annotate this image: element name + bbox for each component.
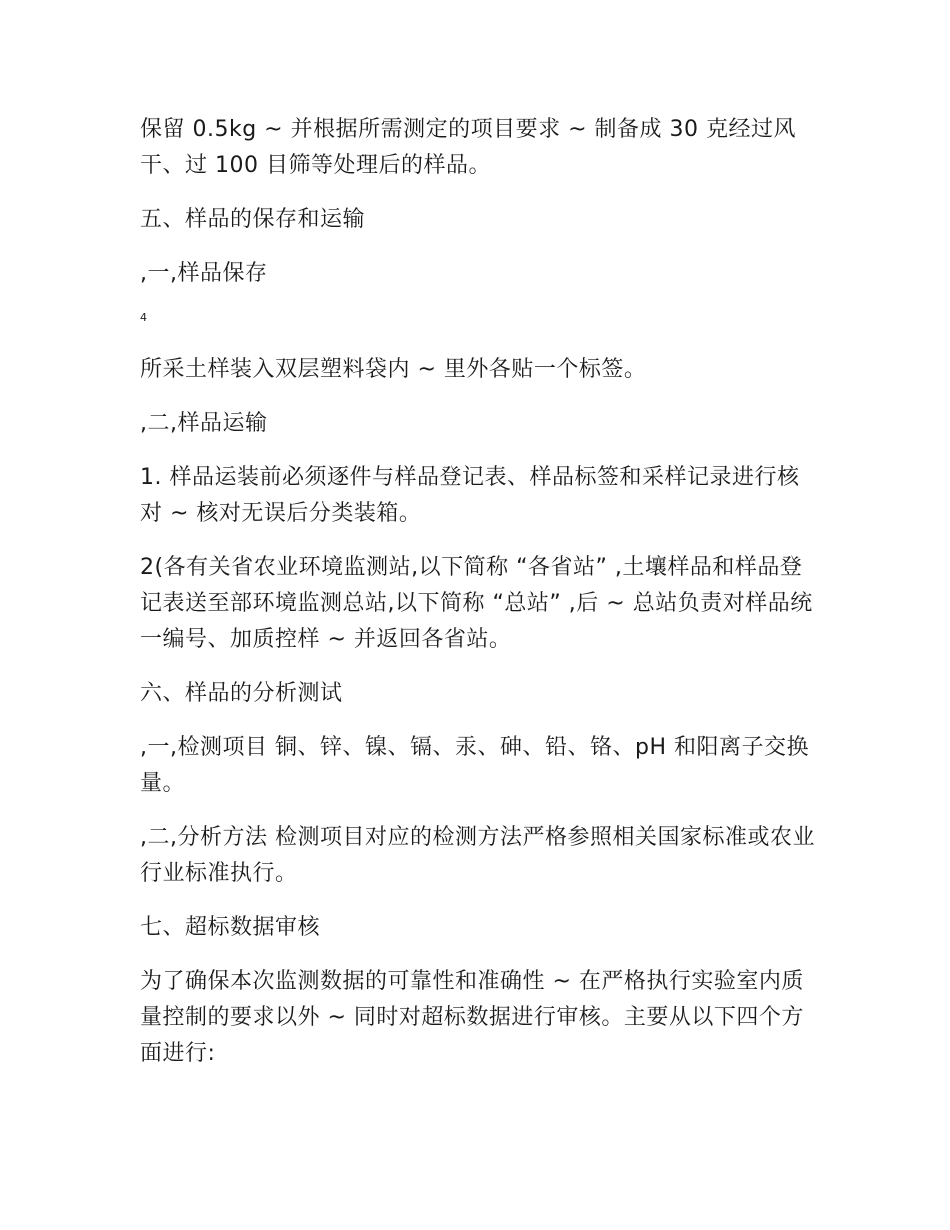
page-number: 4 xyxy=(140,311,148,324)
section-heading-storage-transport: 五、样品的保存和运输 xyxy=(140,207,366,232)
section-heading-data-review: 七、超标数据审核 xyxy=(140,915,321,940)
paragraph-sample-preparation: 保留 0.5kg ~ 并根据所需测定的项目要求 ~ 制备成 30 克经过风干、过 100 目筛等处理后的样品。 xyxy=(140,117,797,178)
paragraph-analysis-method: ,二,分析方法 检测项目对应的检测方法严格参照相关国家标准或农业行业标准执行。 xyxy=(140,825,815,886)
paragraph-data-review: 为了确保本次监测数据的可靠性和准确性 ~ 在严格执行实验室内质量控制的要求以外 ~ 同时对超标数据进行审核。主要从以下四个方面进行: xyxy=(140,969,804,1066)
paragraph-transport-check: 1. 样品运装前必须逐件与样品登记表、样品标签和采样记录进行核对 ~ 核对无误后分类装箱。 xyxy=(140,465,800,526)
subheading-sample-storage: ,一,样品保存 xyxy=(140,261,268,286)
subheading-sample-transport: ,二,样品运输 xyxy=(140,411,268,436)
paragraph-test-items: ,一,检测项目 铜、锌、镍、镉、汞、砷、铅、铬、pH 和阳离子交换量。 xyxy=(140,735,809,796)
paragraph-storage-bags: 所采土样装入双层塑料袋内 ~ 里外各贴一个标签。 xyxy=(140,357,647,382)
section-heading-analysis: 六、样品的分析测试 xyxy=(140,681,343,706)
paragraph-transport-submission: 2(各有关省农业环境监测站,以下简称 “各省站” ,土壤样品和样品登记表送至部环境监测总站,以下简称 “总站” ,后 ~ 总站负责对样品统一编号、加质控样 ~ 并返回各省站。 xyxy=(140,555,813,652)
document-body xyxy=(140,112,820,1090)
